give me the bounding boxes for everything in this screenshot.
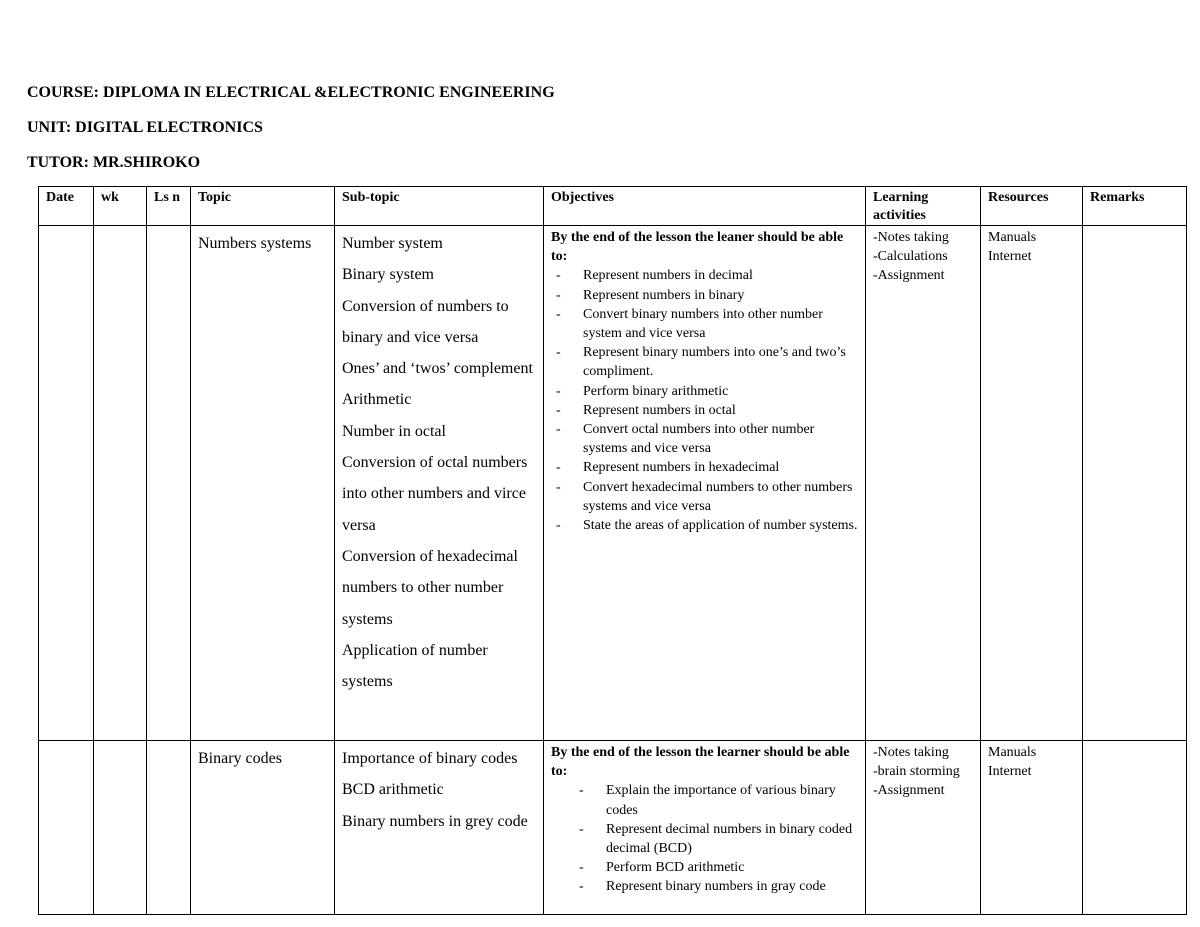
subtopic-item: Importance of binary codes: [342, 750, 518, 767]
objective-item: - Represent numbers in hexadecimal: [551, 458, 858, 477]
lesson-cell: [147, 226, 191, 741]
objective-item: - Convert binary numbers into other number system and vice versa: [551, 305, 858, 343]
activity-item: -brain storming: [873, 764, 960, 779]
topic-text: Numbers systems: [198, 235, 312, 252]
subtopic-item: BCD arithmetic: [342, 781, 444, 799]
objective-item: - Represent binary numbers in gray code: [551, 877, 858, 896]
col-date: Date: [39, 187, 94, 226]
objective-item: - Convert hexadecimal numbers to other numbers systems and vice versa: [551, 478, 858, 516]
objectives-list: [551, 266, 858, 535]
table-row: [39, 741, 1187, 915]
objectives-cell: [544, 741, 866, 915]
subtopic-item: Ones’ and ‘twos’ complement: [342, 360, 533, 378]
tutor-name: TUTOR: MR.SHIROKO: [27, 154, 201, 171]
topic-cell: [191, 741, 335, 915]
subtopic-item: Conversion of octal numbers into other numbers and virce versa: [342, 454, 528, 534]
objective-item: - Perform BCD arithmetic: [551, 858, 858, 877]
week-cell: [94, 741, 147, 915]
scheme-of-work-table: [38, 186, 1187, 915]
subtopic-item: Application of number systems: [342, 641, 488, 691]
objective-item: - Convert octal numbers into other number systems and vice versa: [551, 420, 858, 458]
topic-text: Binary codes: [198, 750, 282, 767]
remarks-cell: [1083, 226, 1187, 741]
col-objectives: Objectives: [544, 187, 866, 226]
objective-item: - Explain the importance of various binary codes: [551, 781, 858, 819]
subtopic-item: Binary system: [342, 266, 434, 284]
objective-item: - Perform binary arithmetic: [551, 382, 858, 401]
col-topic: Topic: [191, 187, 335, 226]
activity-item: -Assignment: [873, 783, 945, 798]
topic-cell: [191, 226, 335, 741]
activity-item: -Notes taking: [873, 745, 949, 760]
subtopic-item: Number in octal: [342, 422, 446, 440]
col-subtopic: Sub-topic: [335, 187, 544, 226]
col-week: wk: [94, 187, 147, 226]
activity-item: -Notes taking: [873, 230, 949, 245]
table-header-row: [39, 187, 1187, 226]
lesson-cell: [147, 741, 191, 915]
subtopic-item: Conversion of numbers to binary and vice versa: [342, 297, 509, 346]
objective-item: - Represent numbers in binary: [551, 286, 858, 305]
subtopic-item: Conversion of hexadecimal numbers to other number systems: [342, 547, 518, 628]
subtopic-item: Arithmetic: [342, 391, 412, 409]
unit-title: UNIT: DIGITAL ELECTRONICS: [27, 119, 263, 136]
remarks-cell: [1083, 741, 1187, 915]
subtopic-item: Number system: [342, 235, 443, 252]
resource-item: Manuals: [988, 745, 1037, 760]
col-learning-activities: Learning activities: [866, 187, 981, 226]
resources-cell: [981, 226, 1083, 741]
objectives-lead: By the end of the lesson the learner should be able to:: [551, 745, 850, 780]
activities-cell: [866, 226, 981, 741]
subtopic-item: Binary numbers in grey code: [342, 812, 528, 830]
subtopic-cell: [335, 741, 544, 915]
objectives-cell: [544, 226, 866, 741]
resource-item: Manuals: [988, 230, 1037, 245]
activities-cell: [866, 741, 981, 915]
date-cell: [39, 741, 94, 915]
subtopic-cell: [335, 226, 544, 741]
activity-item: -Assignment: [873, 268, 945, 283]
objective-item: - Represent numbers in octal: [551, 401, 858, 420]
resource-item: Internet: [988, 764, 1032, 779]
date-cell: [39, 226, 94, 741]
col-lesson: Ls n: [147, 187, 191, 226]
col-remarks: Remarks: [1083, 187, 1187, 226]
course-title: COURSE: DIPLOMA IN ELECTRICAL &ELECTRONIC ENGINEERING: [27, 84, 555, 101]
objective-item: - State the areas of application of number systems.: [551, 516, 858, 535]
col-resources: Resources: [981, 187, 1083, 226]
resources-cell: [981, 741, 1083, 915]
objective-item: - Represent decimal numbers in binary coded decimal (BCD): [551, 820, 858, 858]
objectives-list: [551, 781, 858, 896]
objective-item: - Represent binary numbers into one’s and two’s compliment.: [551, 343, 858, 381]
week-cell: [94, 226, 147, 741]
table-row: [39, 226, 1187, 741]
activity-item: -Calculations: [873, 249, 948, 264]
objectives-lead: By the end of the lesson the leaner should be able to:: [551, 230, 844, 265]
objective-item: - Represent numbers in decimal: [551, 266, 858, 285]
resource-item: Internet: [988, 249, 1032, 264]
